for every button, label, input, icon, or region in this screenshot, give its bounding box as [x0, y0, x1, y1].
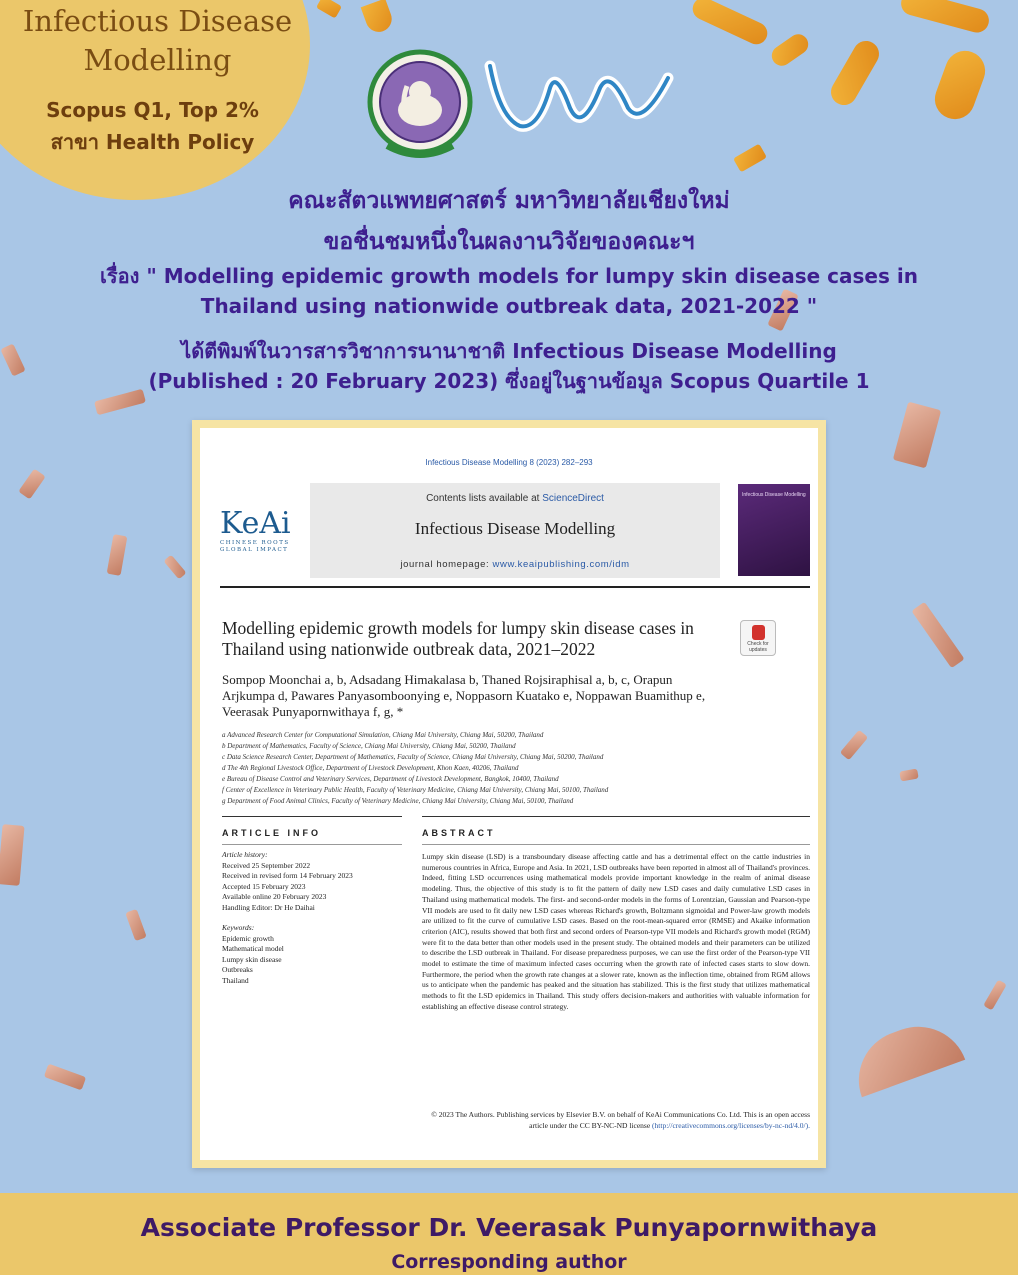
keyword: Epidemic growth — [222, 933, 274, 943]
affiliation: f Center of Excellence in Veterinary Public Health, Faculty of Veterinary Medicine, Chiang Mai University, Chiang Mai, 50100, Thailand — [222, 786, 609, 794]
contents-line — [310, 493, 720, 504]
congrats-heading: ขอชื่นชมหนึ่งในผลงานวิจัยของคณะฯ — [323, 229, 695, 255]
paper-authors: Sompop Moonchai a, b, Adsadang Himakalasa b, Thaned Rojsiraphisal a, b, c, Orapun Arjkumpa d, Pawares Panyasomboonying e, Noppasorn Kuatako e, Noppawan Buamithup e, Veerasak Punyapornwithaya f, g, * — [222, 672, 706, 719]
section-divider — [422, 844, 810, 845]
affiliation: d The 4th Regional Livestock Office, Department of Livestock Development, Khon Kaen, 40206, Thailand — [222, 764, 519, 772]
keai-logo-text: KeAi — [220, 506, 291, 541]
author-role: Corresponding author — [391, 1251, 627, 1273]
paper-title-heading: เรื่อง " Modelling epidemic growth models for lumpy skin disease cases in Thailand using nationwide outbreak data, 2021-2022 " — [100, 264, 918, 318]
paper-first-page — [200, 428, 818, 1160]
author-banner — [0, 1193, 1018, 1275]
section-divider — [222, 844, 402, 845]
history-item: Accepted 15 February 2023 — [222, 881, 306, 891]
publication-line1: ได้ตีพิมพ์ในวารสารวิชาการนานาชาติ Infectious Disease Modelling — [181, 339, 837, 363]
keyword: Thailand — [222, 975, 249, 985]
affiliation: e Bureau of Disease Control and Veterinary Services, Department of Livestock Development, Bangkok, 10400, Thailand — [222, 775, 559, 783]
faculty-heading: คณะสัตวแพทยศาสตร์ มหาวิทยาลัยเชียงใหม่ — [288, 188, 730, 214]
sciencedirect-link[interactable]: ScienceDirect — [542, 493, 604, 504]
badge-journal-line1: Infectious Disease — [22, 4, 293, 38]
keyword: Lumpy skin disease — [222, 954, 282, 964]
confetti-piece — [893, 402, 941, 469]
check-for-updates-badge[interactable] — [740, 620, 776, 656]
badge-rank-line1: Scopus Q1, Top 2% — [46, 98, 259, 122]
confetti-piece — [840, 730, 868, 761]
journal-header-box — [310, 483, 720, 578]
paper-title: Modelling epidemic growth models for lumpy skin disease cases in Thailand using nationwide outbreak data, 2021–2022 — [222, 618, 694, 659]
badge-journal-line2: Modelling — [83, 43, 232, 77]
confetti-ribbon — [929, 45, 991, 124]
affiliation: b Department of Mathematics, Faculty of Science, Chiang Mai University, Chiang Mai, 50200, Thailand — [222, 742, 516, 750]
article-info — [222, 850, 402, 986]
confetti-ribbon — [733, 144, 767, 173]
history-label: Article history: — [222, 850, 268, 859]
keyword: Outbreaks — [222, 965, 253, 974]
confetti-piece — [0, 824, 25, 886]
confetti-piece — [125, 909, 147, 941]
confetti-ribbon — [898, 0, 991, 35]
copyright-text: © 2023 The Authors. Publishing services by Elsevier B.V. on behalf of KeAi Communications Co. Ltd. This is an open access article under the CC BY-NC-ND license — [431, 1110, 810, 1130]
history-item: Handling Editor: Dr He Daihai — [222, 902, 315, 912]
abstract-text: Lumpy skin disease (LSD) is a transboundary disease affecting cattle and has a detrimental effect on the cattle industries in numerous countries in Africa, Europe and Asia. In 2021, LSD outbreaks have been reported in almost all of Thailand's provinces. Indeed, fitting LSD occurrences using mathematical models provide important knowledge in the realm of animal disease modeling. Thus, the objective of this study is to fit the pattern of daily new LSD cases and daily cumulative LSD cases in Thailand using mathematical models. The first- and second-order models in the forms of Lorentzian, Gaussian and Pearson-type VII models are used to fit daily new LSD cases whereas Richard's growth, Boltzmann sigmoidal and Power-law growth models are utilized to fit the curve of cumulative LSD cases. Based on the root-mean-squared error (RMSE) and Akaike information criterion (AIC), results showed that both first and second orders of Pearson-type VII models and Richard's growth model (RGM) were fit to the data better than other models used in the present study. The obtained models and their parameters can be utilized to describe the LSD outbreak in Thailand. For disease preparedness purposes, we can use the first order of the Pearson-type VII model to estimate the time of maximum infected cases occurring when the growth rate of infected cases starts to slow down. Furthermore, the period when the growth rate changes at a slower rate, known as the inflection time, obtained from RGM allows us to anticipate when the pandemic has peaked and the situation has stabilized. This is the first study that utilizes mathematical methods to fit the LSD epidemics in Thailand. This study offers decision-makers and authorities with valuable information for establishing an effective disease control strategy. — [422, 852, 810, 1011]
confetti-piece — [18, 469, 46, 500]
history-item: Received 25 September 2022 — [222, 860, 311, 870]
journal-name: Infectious Disease Modelling — [414, 519, 616, 538]
homepage-prefix: journal homepage: — [400, 559, 493, 570]
article-info-heading: ARTICLE INFO — [222, 828, 321, 838]
check-updates-icon — [752, 625, 765, 640]
badge-rank-line2: สาขา Health Policy — [50, 130, 255, 154]
keywords-label: Keywords: — [222, 923, 255, 932]
publication-line2: (Published : 20 February 2023) ซึ่งอยู่ในฐานข้อมูล Scopus Quartile 1 — [148, 369, 870, 393]
badge-journal-name — [0, 0, 315, 80]
cmu-vm-logo — [478, 48, 678, 138]
license-link[interactable]: (http://creativecommons.org/licenses/by-nc-nd/4.0/). — [652, 1120, 810, 1130]
confetti-piece — [983, 980, 1007, 1011]
contents-prefix: Contents lists available at — [426, 493, 543, 504]
affiliations-list — [222, 730, 782, 807]
paper-citation: Infectious Disease Modelling 8 (2023) 282–293 — [425, 458, 593, 467]
confetti-piece — [163, 555, 186, 580]
publication-info — [0, 336, 1018, 396]
confetti-piece — [845, 1013, 965, 1098]
keyword: Mathematical model — [222, 944, 284, 953]
history-item: Received in revised form 14 February 2023 — [222, 871, 353, 880]
keai-tagline-1: CHINESE ROOTS — [220, 540, 290, 546]
copyright-notice — [422, 1110, 810, 1131]
badge-ranking — [0, 94, 305, 158]
confetti-ribbon — [768, 30, 812, 69]
affiliation: a Advanced Research Center for Computational Simulation, Chiang Mai University, Chiang Mai, 50200, Thailand — [222, 731, 544, 739]
confetti-piece — [911, 602, 964, 669]
confetti-ribbon — [689, 0, 771, 48]
keai-tagline-2: GLOBAL IMPACT — [220, 547, 289, 553]
history-item: Available online 20 February 2023 — [222, 892, 327, 901]
journal-cover-thumbnail: Infectious Disease Modelling — [738, 484, 810, 576]
confetti-ribbon — [361, 0, 396, 36]
journal-homepage — [310, 559, 720, 570]
confetti-ribbon — [826, 36, 884, 110]
faculty-seal-logo — [367, 46, 473, 164]
confetti-piece — [107, 534, 128, 576]
homepage-link[interactable]: www.keaipublishing.com/idm — [492, 559, 630, 570]
confetti-piece — [899, 769, 918, 782]
affiliation: c Data Science Research Center, Department of Mathematics, Faculty of Science, Chiang Mai University, Chiang Mai, 50200, Thailand — [222, 753, 604, 761]
confetti-ribbon — [316, 0, 342, 19]
section-divider — [422, 816, 810, 817]
check-updates-label: Check for updates — [747, 641, 769, 653]
keai-logo — [220, 508, 310, 554]
header-divider — [220, 586, 810, 588]
abstract-heading: ABSTRACT — [422, 828, 496, 838]
paper-frame — [192, 420, 826, 1168]
affiliation: g Department of Food Animal Clinics, Faculty of Veterinary Medicine, Chiang Mai University, Chiang Mai, 50100, Thailand — [222, 797, 574, 805]
author-name: Associate Professor Dr. Veerasak Punyapornwithaya — [140, 1213, 878, 1242]
section-divider — [222, 816, 402, 817]
confetti-piece — [44, 1064, 86, 1091]
